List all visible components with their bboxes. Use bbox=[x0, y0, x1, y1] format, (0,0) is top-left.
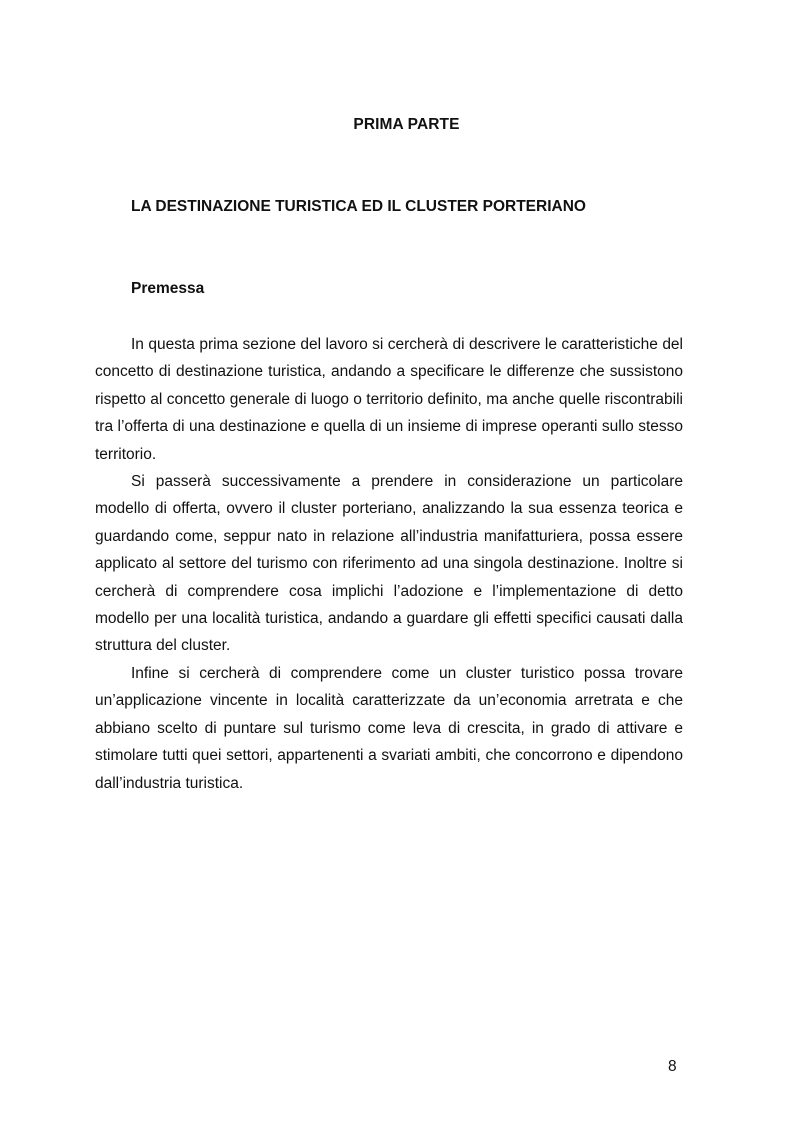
paragraph: Infine si cercherà di comprendere come un cluster turistico possa trovare un’applicazione vincente in località caratterizzate da un’economia arretrata e che abbiano scelto di puntare sul turismo come leva di crescita, in grado di attivare e stimolare tutti quei settori, appartenenti a svariati ambiti, che concorrono e dipendono dall’industria turistica. bbox=[95, 664, 683, 792]
paragraph: In questa prima sezione del lavoro si cercherà di descrivere le caratteristiche del concetto di destinazione turistica, andando a specificare le differenze che sussistono rispetto al concetto generale di luogo o territorio definito, ma anche quelle riscontrabili tra l’offerta di una destinazione e quella di un insieme di imprese operanti sullo stesso territorio. bbox=[95, 336, 683, 463]
body-text bbox=[95, 331, 683, 797]
page-number: 8 bbox=[668, 1058, 677, 1075]
chapter-title: LA DESTINAZIONE TURISTICA ED IL CLUSTER PORTERIANO bbox=[131, 198, 586, 215]
section-title: Premessa bbox=[131, 280, 205, 297]
part-title: PRIMA PARTE bbox=[353, 116, 460, 133]
paragraph: Si passerà successivamente a prendere in considerazione un particolare modello di offerta, ovvero il cluster porteriano, analizzando la sua essenza teorica e guardando come, seppur nato in relazione all’industria manifatturiera, possa essere applicato al settore del turismo con riferimento ad una singola destinazione. Inoltre si cercherà di comprendere cosa implichi l’adozione e l’implementazione di detto modello per una località turistica, andando a guardare gli effetti specifici causati dalla struttura del cluster. bbox=[95, 473, 683, 655]
